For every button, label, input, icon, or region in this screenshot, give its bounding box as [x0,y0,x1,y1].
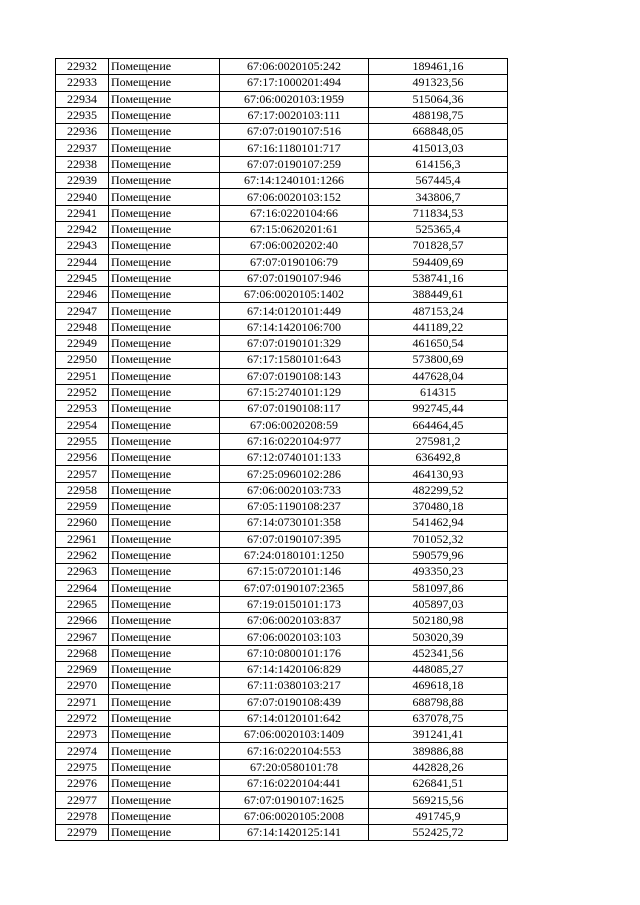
table-row [56,417,508,433]
row-type-cell: Помещение [109,254,220,270]
value-cell: 992745,44 [369,401,508,417]
value-cell: 343806,7 [369,189,508,205]
row-type-cell: Помещение [109,417,220,433]
row-type-cell: Помещение [109,466,220,482]
cadastral-number-cell: 67:06:0020208:59 [220,417,369,433]
cadastral-number-cell: 67:16:1180101:717 [220,140,369,156]
cadastral-number-cell: 67:06:0020105:2008 [220,808,369,824]
row-type-cell: Помещение [109,287,220,303]
cadastral-number-cell: 67:16:0220104:553 [220,743,369,759]
value-cell: 389886,88 [369,743,508,759]
row-type-cell: Помещение [109,107,220,123]
cadastral-number-cell: 67:05:1190108:237 [220,499,369,515]
cadastral-number-cell: 67:17:1580101:643 [220,352,369,368]
row-number-cell: 22933 [56,75,109,91]
cadastral-number-cell: 67:16:0220104:66 [220,205,369,221]
row-type-cell: Помещение [109,140,220,156]
row-type-cell: Помещение [109,743,220,759]
row-number-cell: 22953 [56,401,109,417]
row-type-cell: Помещение [109,336,220,352]
value-cell: 552425,72 [369,824,508,840]
table-row [56,189,508,205]
table-row [56,678,508,694]
row-type-cell: Помещение [109,124,220,140]
row-type-cell: Помещение [109,221,220,237]
row-number-cell: 22971 [56,694,109,710]
row-number-cell: 22959 [56,499,109,515]
value-cell: 469618,18 [369,678,508,694]
value-cell: 461650,54 [369,336,508,352]
row-type-cell: Помещение [109,547,220,563]
value-cell: 487153,24 [369,303,508,319]
cadastral-number-cell: 67:14:0730101:358 [220,515,369,531]
row-type-cell: Помещение [109,59,220,75]
table-row [56,433,508,449]
cadastral-number-cell: 67:07:0190107:516 [220,124,369,140]
table-row [56,401,508,417]
row-type-cell: Помещение [109,824,220,840]
row-type-cell: Помещение [109,189,220,205]
table-row [56,613,508,629]
table-row [56,727,508,743]
table-row [56,547,508,563]
row-type-cell: Помещение [109,629,220,645]
cadastral-number-cell: 67:07:0190107:1625 [220,792,369,808]
row-type-cell: Помещение [109,352,220,368]
row-type-cell: Помещение [109,401,220,417]
table-row [56,564,508,580]
row-number-cell: 22945 [56,270,109,286]
table-row [56,596,508,612]
row-type-cell: Помещение [109,450,220,466]
cadastral-number-cell: 67:07:0190108:143 [220,368,369,384]
row-type-cell: Помещение [109,808,220,824]
row-number-cell: 22948 [56,319,109,335]
cadastral-number-cell: 67:14:0120101:449 [220,303,369,319]
value-cell: 275981,2 [369,433,508,449]
value-cell: 701052,32 [369,531,508,547]
table-row [56,205,508,221]
value-cell: 488198,75 [369,107,508,123]
cadastral-number-cell: 67:07:0190107:395 [220,531,369,547]
row-number-cell: 22952 [56,384,109,400]
row-type-cell: Помещение [109,613,220,629]
value-cell: 525365,4 [369,221,508,237]
value-cell: 442828,26 [369,759,508,775]
value-cell: 405897,03 [369,596,508,612]
cadastral-number-cell: 67:25:0960102:286 [220,466,369,482]
row-type-cell: Помещение [109,759,220,775]
value-cell: 614315 [369,384,508,400]
cadastral-number-cell: 67:16:0220104:977 [220,433,369,449]
row-type-cell: Помещение [109,645,220,661]
value-cell: 664464,45 [369,417,508,433]
table-row [56,482,508,498]
cadastral-number-cell: 67:06:0020103:1959 [220,91,369,107]
row-number-cell: 22941 [56,205,109,221]
table-row [56,384,508,400]
row-type-cell: Помещение [109,515,220,531]
row-number-cell: 22963 [56,564,109,580]
row-number-cell: 22932 [56,59,109,75]
value-cell: 482299,52 [369,482,508,498]
table-row [56,156,508,172]
row-number-cell: 22970 [56,678,109,694]
row-number-cell: 22950 [56,352,109,368]
cadastral-number-cell: 67:07:0190107:2365 [220,580,369,596]
row-number-cell: 22975 [56,759,109,775]
table-row [56,254,508,270]
value-cell: 636492,8 [369,450,508,466]
table-row [56,270,508,286]
table-row [56,173,508,189]
cadastral-number-cell: 67:07:0190107:259 [220,156,369,172]
value-cell: 614156,3 [369,156,508,172]
row-number-cell: 22947 [56,303,109,319]
cadastral-number-cell: 67:07:0190101:329 [220,336,369,352]
row-type-cell: Помещение [109,596,220,612]
cadastral-number-cell: 67:06:0020105:1402 [220,287,369,303]
cadastral-number-cell: 67:06:0020103:103 [220,629,369,645]
row-number-cell: 22965 [56,596,109,612]
row-number-cell: 22958 [56,482,109,498]
table-row [56,694,508,710]
cadastral-number-cell: 67:14:1240101:1266 [220,173,369,189]
table-row [56,580,508,596]
cadastral-number-cell: 67:20:0580101:78 [220,759,369,775]
row-number-cell: 22944 [56,254,109,270]
row-type-cell: Помещение [109,499,220,515]
cadastral-number-cell: 67:11:0380103:217 [220,678,369,694]
value-cell: 569215,56 [369,792,508,808]
row-number-cell: 22978 [56,808,109,824]
value-cell: 493350,23 [369,564,508,580]
table-row [56,107,508,123]
row-type-cell: Помещение [109,580,220,596]
cadastral-number-cell: 67:10:0800101:176 [220,645,369,661]
row-number-cell: 22938 [56,156,109,172]
table-row [56,59,508,75]
cadastral-number-cell: 67:17:0020103:111 [220,107,369,123]
row-type-cell: Помещение [109,368,220,384]
row-type-cell: Помещение [109,776,220,792]
row-number-cell: 22967 [56,629,109,645]
table-row [56,743,508,759]
row-number-cell: 22972 [56,710,109,726]
cadastral-number-cell: 67:24:0180101:1250 [220,547,369,563]
table-row [56,776,508,792]
row-number-cell: 22949 [56,336,109,352]
row-number-cell: 22961 [56,531,109,547]
cadastral-number-cell: 67:16:0220104:441 [220,776,369,792]
row-number-cell: 22951 [56,368,109,384]
row-number-cell: 22962 [56,547,109,563]
value-cell: 567445,4 [369,173,508,189]
value-cell: 415013,03 [369,140,508,156]
row-type-cell: Помещение [109,173,220,189]
row-type-cell: Помещение [109,238,220,254]
table-row [56,645,508,661]
value-cell: 701828,57 [369,238,508,254]
row-type-cell: Помещение [109,678,220,694]
row-number-cell: 22942 [56,221,109,237]
table-row [56,352,508,368]
row-type-cell: Помещение [109,727,220,743]
row-number-cell: 22979 [56,824,109,840]
table-row [56,792,508,808]
cadastral-number-cell: 67:15:0720101:146 [220,564,369,580]
cadastral-number-cell: 67:07:0190108:117 [220,401,369,417]
table-row [56,450,508,466]
value-cell: 538741,16 [369,270,508,286]
cadastral-number-cell: 67:07:0190106:79 [220,254,369,270]
table-row [56,91,508,107]
row-type-cell: Помещение [109,156,220,172]
row-number-cell: 22957 [56,466,109,482]
table-row [56,287,508,303]
cadastral-number-cell: 67:06:0020103:152 [220,189,369,205]
row-type-cell: Помещение [109,661,220,677]
value-cell: 448085,27 [369,661,508,677]
cadastral-number-cell: 67:14:0120101:642 [220,710,369,726]
row-number-cell: 22960 [56,515,109,531]
row-type-cell: Помещение [109,694,220,710]
row-number-cell: 22940 [56,189,109,205]
row-number-cell: 22939 [56,173,109,189]
table-row [56,499,508,515]
row-type-cell: Помещение [109,303,220,319]
value-cell: 370480,18 [369,499,508,515]
cadastral-number-cell: 67:06:0020103:837 [220,613,369,629]
table-row [56,661,508,677]
value-cell: 711834,53 [369,205,508,221]
row-type-cell: Помещение [109,710,220,726]
value-cell: 515064,36 [369,91,508,107]
value-cell: 447628,04 [369,368,508,384]
table-row [56,336,508,352]
row-number-cell: 22955 [56,433,109,449]
cadastral-number-cell: 67:07:0190108:439 [220,694,369,710]
row-type-cell: Помещение [109,564,220,580]
value-cell: 688798,88 [369,694,508,710]
value-cell: 581097,86 [369,580,508,596]
value-cell: 541462,94 [369,515,508,531]
table-row [56,140,508,156]
table-row [56,303,508,319]
table-row [56,824,508,840]
row-type-cell: Помещение [109,270,220,286]
row-number-cell: 22974 [56,743,109,759]
cadastral-number-cell: 67:06:0020202:40 [220,238,369,254]
value-cell: 464130,93 [369,466,508,482]
cadastral-number-cell: 67:12:0740101:133 [220,450,369,466]
cadastral-number-cell: 67:06:0020103:1409 [220,727,369,743]
row-number-cell: 22934 [56,91,109,107]
value-cell: 503020,39 [369,629,508,645]
table-row [56,531,508,547]
value-cell: 491323,56 [369,75,508,91]
row-number-cell: 22968 [56,645,109,661]
row-number-cell: 22937 [56,140,109,156]
row-number-cell: 22969 [56,661,109,677]
row-number-cell: 22977 [56,792,109,808]
value-cell: 637078,75 [369,710,508,726]
table-row [56,515,508,531]
table-row [56,759,508,775]
table-row [56,319,508,335]
table-row [56,124,508,140]
cadastral-number-cell: 67:06:0020103:733 [220,482,369,498]
table-row [56,629,508,645]
value-cell: 502180,98 [369,613,508,629]
row-type-cell: Помещение [109,91,220,107]
table-row [56,466,508,482]
cadastral-number-cell: 67:14:1420106:829 [220,661,369,677]
row-number-cell: 22956 [56,450,109,466]
row-number-cell: 22964 [56,580,109,596]
row-number-cell: 22935 [56,107,109,123]
value-cell: 573800,69 [369,352,508,368]
value-cell: 388449,61 [369,287,508,303]
value-cell: 189461,16 [369,59,508,75]
row-number-cell: 22976 [56,776,109,792]
row-number-cell: 22966 [56,613,109,629]
row-number-cell: 22954 [56,417,109,433]
row-type-cell: Помещение [109,482,220,498]
cadastral-number-cell: 67:06:0020105:242 [220,59,369,75]
cadastral-number-cell: 67:17:1000201:494 [220,75,369,91]
value-cell: 626841,51 [369,776,508,792]
value-cell: 441189,22 [369,319,508,335]
row-type-cell: Помещение [109,384,220,400]
table-row [56,710,508,726]
value-cell: 590579,96 [369,547,508,563]
table-body [56,59,508,841]
row-type-cell: Помещение [109,75,220,91]
cadastral-number-cell: 67:19:0150101:173 [220,596,369,612]
table-row [56,75,508,91]
row-type-cell: Помещение [109,205,220,221]
cadastral-number-cell: 67:15:0620201:61 [220,221,369,237]
value-cell: 594409,69 [369,254,508,270]
value-cell: 491745,9 [369,808,508,824]
value-cell: 452341,56 [369,645,508,661]
table-row [56,808,508,824]
row-number-cell: 22936 [56,124,109,140]
row-number-cell: 22973 [56,727,109,743]
row-type-cell: Помещение [109,531,220,547]
cadastral-number-cell: 67:07:0190107:946 [220,270,369,286]
row-type-cell: Помещение [109,433,220,449]
table-row [56,238,508,254]
value-cell: 391241,41 [369,727,508,743]
row-type-cell: Помещение [109,319,220,335]
row-type-cell: Помещение [109,792,220,808]
cadastral-number-cell: 67:15:2740101:129 [220,384,369,400]
value-cell: 668848,05 [369,124,508,140]
cadastral-number-cell: 67:14:1420125:141 [220,824,369,840]
row-number-cell: 22946 [56,287,109,303]
property-table [55,58,508,841]
row-number-cell: 22943 [56,238,109,254]
cadastral-number-cell: 67:14:1420106:700 [220,319,369,335]
table-row [56,221,508,237]
table-row [56,368,508,384]
